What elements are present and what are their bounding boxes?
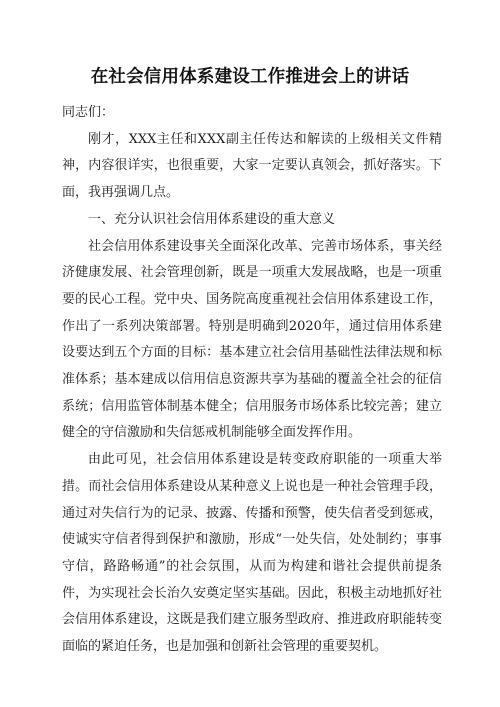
paragraph-significance: 社会信用体系建设事关全面深化改革、完善市场体系，事关经济健康发展、社会管理创新，既是一项重大发展战略，也是一项重要的民心工程。党中央、国务院高度重视社会信用体系建设工作，作出了一系列决策部署。特别是明确到2020年，通过信用体系建设要达到五个方面的目标：基本建立社会信用基础性法律法规和标准体系；基本建成以信用信息资源共享为基础的覆盖全社会的征信系统；信用监管体制基本健全；信用服务市场体系比较完善；建立健全的守信激励和失信惩戒机制能够全面发挥作用。 bbox=[62, 238, 442, 441]
document-title: 在社会信用体系建设工作推进会上的讲话 bbox=[90, 67, 410, 87]
paragraph-conclusion: 由此可见，社会信用体系建设是转变政府职能的一项重大举措。而社会信用体系建设从某种意义上说也是一种社会管理手段，通过对失信行为的记录、披露、传播和预警，使失信者受到惩戒，使诚实守信者得到保护和激励，形成“一处失信，处处制约；事事守信，路路畅通”的社会氛围，从而为构建和谐社会提供前提条件，为实现社会长治久安奠定坚实基础。因此，积极主动地抓好社会信用体系建设，这既是我们建立服务型政府、推进政府职能转变面临的紧迫任务，也是加强和创新社会管理的重要契机。 bbox=[62, 452, 442, 655]
document-body bbox=[62, 100, 442, 661]
salutation: 同志们： bbox=[62, 105, 115, 120]
paragraph-opening: 刚才，XXX主任和XXX副主任传达和解读的上级相关文件精神，内容很详实，也很重要，大家一定要认真领会，抓好落实。下面，我再强调几点。 bbox=[62, 131, 442, 201]
section-heading-1: 一、充分认识社会信用体系建设的重大意义 bbox=[88, 211, 336, 227]
